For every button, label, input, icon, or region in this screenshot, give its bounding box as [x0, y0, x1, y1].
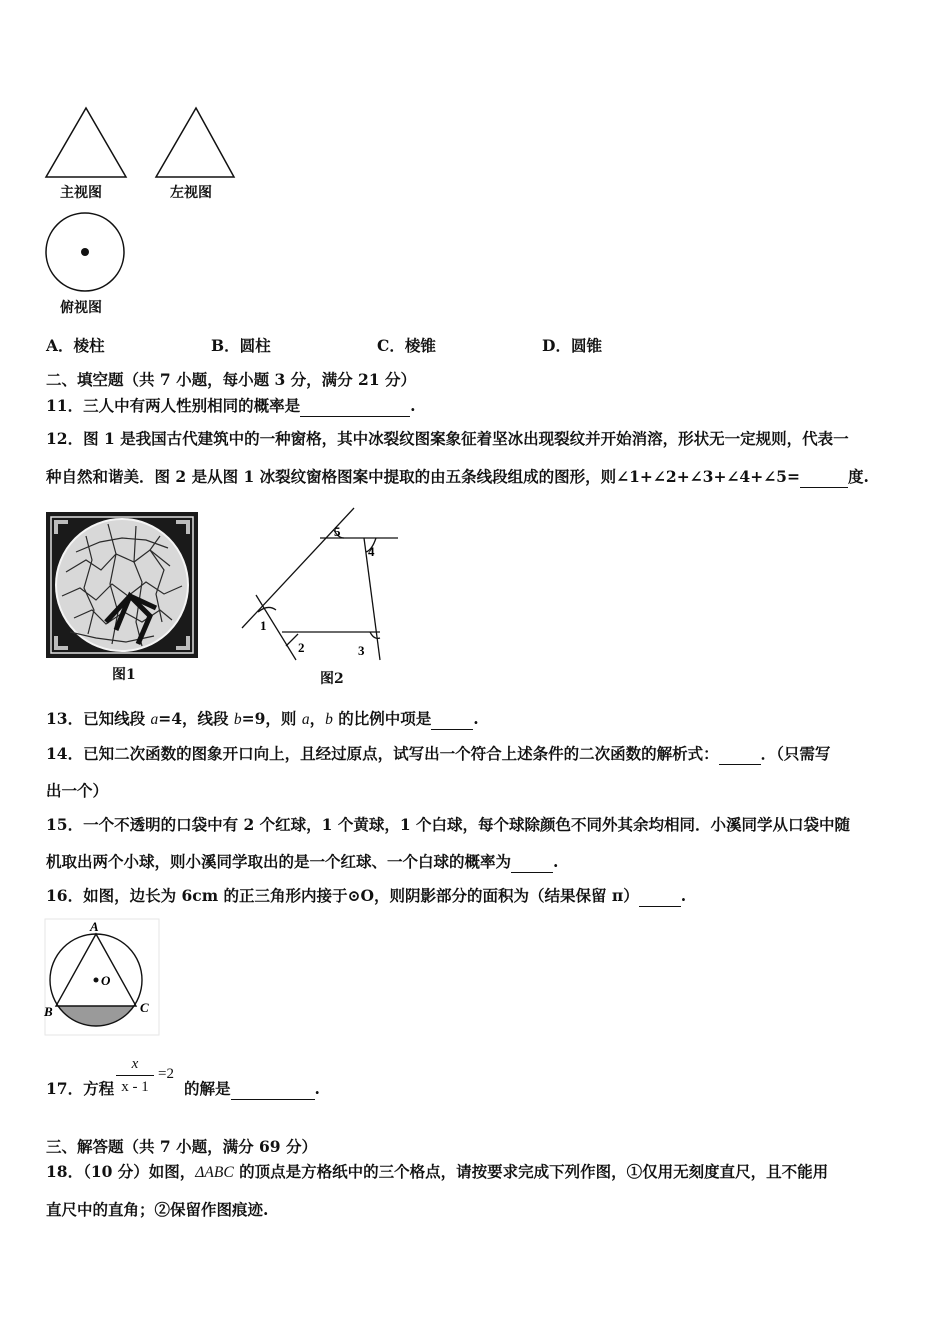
- q13-p4: 的比例中项是: [332, 709, 432, 728]
- q13-var-a: a: [150, 711, 159, 728]
- q15-end: .: [553, 852, 559, 871]
- q18-p1: 18．（10 分）如图，: [46, 1162, 196, 1181]
- left-view-label: 左视图: [170, 185, 212, 201]
- q12-answer-blank[interactable]: [800, 467, 848, 488]
- q17-answer-blank[interactable]: [231, 1079, 315, 1100]
- point-label-a: A: [90, 919, 99, 934]
- q17-fraction-bar: [116, 1075, 154, 1076]
- angle-label-3: 3: [358, 643, 365, 658]
- ice-crack-window-figure: [46, 512, 198, 658]
- angle-label-2: 2: [298, 640, 305, 655]
- q13-p3: =9，则: [241, 709, 302, 728]
- top-view-label: 俯视图: [60, 300, 102, 316]
- inscribed-triangle-figure: [44, 918, 160, 1036]
- angle-label-1: 1: [260, 618, 267, 633]
- q17-numerator: x: [131, 1056, 139, 1072]
- q13-p2: =4，线段: [158, 709, 234, 728]
- question-16: [46, 886, 686, 907]
- q14-line1-text: 14．已知二次函数的图象开口向上，且经过原点，试写出一个符合上述条件的二次函数的解析式：: [46, 744, 719, 763]
- q18-p2: 的顶点是方格纸中的三个格点，请按要求完成下列作图，①仅用无刻度直尺，且不能用: [233, 1162, 829, 1181]
- q13-end: .: [473, 709, 479, 728]
- q18-triangle: ΔABC: [195, 1164, 234, 1181]
- question-12-line2: [46, 467, 869, 488]
- q13-answer-blank[interactable]: [431, 709, 473, 730]
- q17-denominator: x - 1: [121, 1079, 149, 1095]
- q13-var-b: b: [233, 711, 242, 728]
- fig1-label: 图1: [112, 667, 136, 683]
- top-view-circle: [44, 212, 126, 294]
- question-15-line1: 15．一个不透明的口袋中有 2 个红球，1 个黄球，1 个白球，每个球除颜色不同外其余均相同．小溪同学从口袋中随: [46, 815, 851, 834]
- q16-text: 16．如图，边长为 6cm 的正三角形内接于⊙O，则阴影部分的面积为（结果保留 π）: [46, 886, 639, 905]
- question-18-line2: 直尺中的直角；②保留作图痕迹.: [46, 1200, 269, 1219]
- q11-end: .: [410, 396, 416, 415]
- q14-end: ．（只需写: [760, 744, 831, 763]
- q13-comma: ，: [309, 709, 326, 728]
- q13-p1: 13．已知线段: [46, 709, 151, 728]
- option-b: B．圆柱: [211, 336, 271, 355]
- angle-label-4: 4: [368, 544, 375, 559]
- question-14-line1: [46, 744, 830, 765]
- left-view-triangle: [154, 106, 238, 180]
- question-18-line1: [46, 1162, 828, 1183]
- option-d: D．圆锥: [542, 336, 602, 355]
- point-label-b: B: [44, 1004, 53, 1019]
- question-13: [46, 709, 479, 730]
- q17-answer-line: [184, 1079, 320, 1100]
- point-label-c: C: [140, 1000, 149, 1015]
- q11-text: 11．三人中有两人性别相同的概率是: [46, 396, 301, 415]
- q17-fraction: [116, 1054, 154, 1097]
- q12-end: 度.: [847, 467, 869, 486]
- question-15-line2: [46, 852, 558, 873]
- point-label-o: O: [101, 973, 111, 988]
- q13-var-a2: a: [301, 711, 310, 728]
- question-12-line1: 12．图 1 是我国古代建筑中的一种窗格，其中冰裂纹图案象征着坚冰出现裂纹并开始消溶，形状无一定规则，代表一: [46, 429, 849, 448]
- question-11: [46, 396, 415, 417]
- q14-answer-blank[interactable]: [719, 744, 761, 765]
- q17-end: .: [314, 1079, 320, 1098]
- q12-line2-text: 种自然和谐美．图 2 是从图 1 冰裂纹窗格图案中提取的由五条线段组成的图形，则∠1+∠2+∠3+∠4+∠5=: [46, 467, 800, 486]
- angle-label-5: 5: [334, 524, 341, 539]
- q17-suffix: 的解是: [184, 1079, 231, 1098]
- q17-prefix: 17．方程: [46, 1079, 115, 1098]
- q16-answer-blank[interactable]: [639, 886, 681, 907]
- option-a: A．棱柱: [46, 336, 105, 355]
- q13-var-b2: b: [325, 711, 333, 728]
- q15-line2-text: 机取出两个小球，则小溪同学取出的是一个红球、一个白球的概率为: [46, 852, 512, 871]
- q11-answer-blank[interactable]: [300, 396, 410, 417]
- option-c: C．棱锥: [377, 336, 436, 355]
- fig2-label: 图2: [320, 671, 344, 687]
- section2-title: 二、填空题（共 7 小题，每小题 3 分，满分 21 分）: [46, 370, 417, 389]
- q17-equals: =2: [158, 1066, 174, 1082]
- q16-end: .: [680, 886, 687, 905]
- q15-answer-blank[interactable]: [511, 852, 553, 873]
- question-14-line2: 出一个）: [46, 781, 109, 800]
- front-view-label: 主视图: [60, 185, 102, 201]
- front-view-triangle: [44, 106, 128, 180]
- five-segments-figure: [238, 500, 408, 665]
- section3-title: 三、解答题（共 7 小题，满分 69 分）: [46, 1137, 317, 1156]
